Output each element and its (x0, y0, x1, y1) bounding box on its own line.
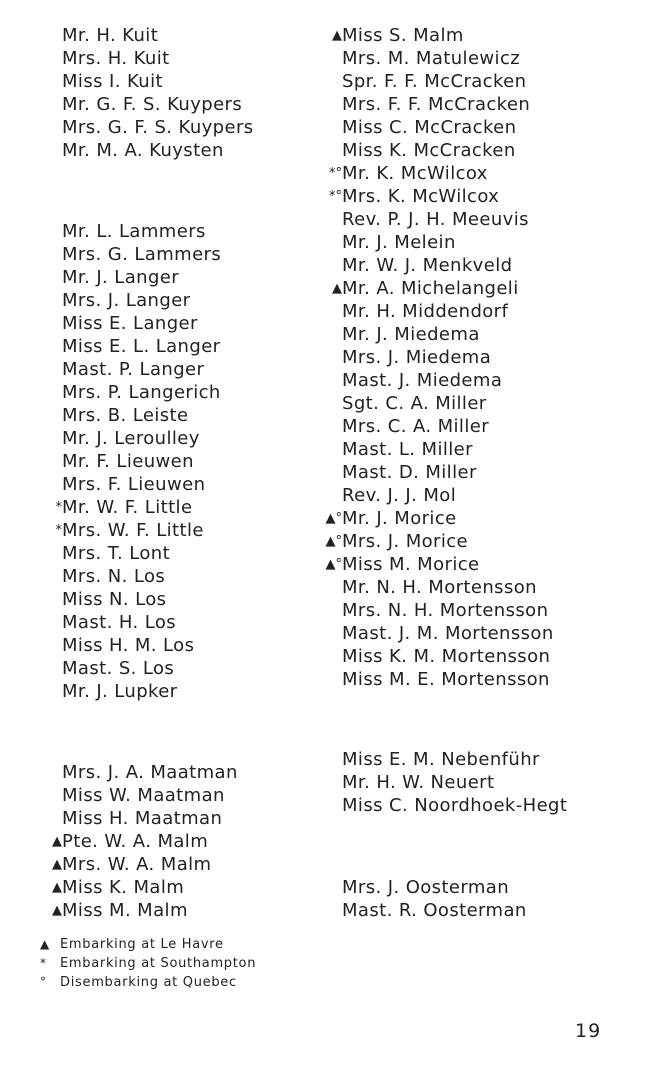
passenger-name (342, 876, 509, 899)
passenger-name (342, 116, 516, 139)
passenger-name (332, 277, 519, 300)
passenger-name-text: Mrs. F. Lieuwen (62, 474, 206, 495)
passenger-name (62, 473, 205, 496)
passenger-name (342, 346, 491, 369)
passenger-marker: ▲ (52, 834, 62, 849)
passenger-name (325, 530, 469, 553)
passenger-name (62, 24, 158, 47)
passenger-name-text: Miss W. Maatman (62, 785, 225, 806)
passenger-name-text: Mrs. J. Langer (62, 290, 191, 311)
passenger-name-text: Mrs. T. Lont (62, 543, 171, 564)
passenger-name-text: Mr. F. Lieuwen (62, 451, 194, 472)
passenger-name (62, 565, 165, 588)
passenger-name-text: Miss N. Los (62, 589, 167, 610)
passenger-name-text: Mast. H. Los (62, 612, 177, 633)
passenger-name (52, 899, 188, 922)
passenger-name (62, 427, 200, 450)
passenger-name-text: Mr. J. Leroulley (62, 428, 200, 449)
passenger-name-text: Mast. J. M. Mortensson (342, 623, 554, 644)
passenger-name (62, 784, 225, 807)
passenger-name-text: Miss E. Langer (62, 313, 198, 334)
passenger-name-text: Mrs. G. F. S. Kuypers (62, 117, 254, 138)
passenger-marker: ▲° (325, 557, 342, 572)
passenger-name-text: Miss K. Malm (62, 877, 185, 898)
passenger-name (342, 899, 527, 922)
passenger-name-text: Rev. P. J. H. Meeuvis (342, 209, 529, 230)
passenger-name (52, 853, 212, 876)
passenger-name (342, 484, 456, 507)
passenger-name-text: Mr. J. Lupker (62, 681, 178, 702)
legend-item (40, 935, 224, 954)
passenger-name-text: Miss M. Morice (342, 554, 480, 575)
passenger-name (342, 771, 494, 794)
passenger-name (342, 415, 489, 438)
legend-item (40, 954, 256, 973)
passenger-name-text: Mrs. N. Los (62, 566, 166, 587)
triangle-icon: ▲ (40, 937, 50, 951)
passenger-name (62, 358, 204, 381)
passenger-name-text: Mrs. M. Matulewicz (342, 48, 521, 69)
passenger-name (62, 588, 166, 611)
passenger-name (62, 450, 194, 473)
passenger-name-text: Mr. L. Lammers (62, 221, 206, 242)
passenger-name-text: Mrs. C. A. Miller (342, 416, 490, 437)
passenger-name-text: Mr. K. McWilcox (342, 163, 488, 184)
passenger-name-text: Mrs. J. Oosterman (342, 877, 510, 898)
passenger-name (342, 438, 473, 461)
passenger-name (62, 312, 198, 335)
passenger-name-text: Miss K. McCracken (342, 140, 516, 161)
passenger-name-text: Mrs. J. A. Maatman (62, 762, 238, 783)
passenger-name (342, 208, 529, 231)
passenger-name (62, 139, 224, 162)
passenger-name-text: Miss C. Noordhoek-Hegt (342, 795, 568, 816)
passenger-name-text: Mr. J. Melein (342, 232, 456, 253)
passenger-name-text: Miss K. M. Mortensson (342, 646, 551, 667)
passenger-marker: ▲ (52, 903, 62, 918)
passenger-name-text: Mr. J. Langer (62, 267, 180, 288)
passenger-name (62, 220, 206, 243)
passenger-name-text: Mast. P. Langer (62, 359, 205, 380)
passenger-name-text: Mrs. F. F. McCracken (342, 94, 531, 115)
passenger-marker: * (55, 500, 62, 515)
passenger-name-text: Mast. S. Los (62, 658, 175, 679)
page-number: 19 (575, 1020, 602, 1042)
legend-text: Embarking at Southampton (60, 956, 257, 971)
legend-text: Embarking at Le Havre (60, 937, 224, 952)
passenger-name-text: Miss C. McCracken (342, 117, 517, 138)
passenger-name-text: Rev. J. J. Mol (342, 485, 457, 506)
passenger-name-text: Mr. G. F. S. Kuypers (62, 94, 243, 115)
passenger-name (342, 576, 537, 599)
passenger-name (62, 807, 222, 830)
legend-item (40, 973, 237, 992)
passenger-marker: ▲° (325, 511, 342, 526)
passenger-marker: ▲ (332, 28, 342, 43)
passenger-name-text: Mr. J. Miedema (342, 324, 480, 345)
passenger-name (52, 830, 209, 853)
passenger-name-text: Mr. J. Morice (342, 508, 457, 529)
passenger-name-text: Mrs. H. Kuit (62, 48, 170, 69)
passenger-name (342, 748, 540, 771)
passenger-name-text: Pte. W. A. Malm (62, 831, 209, 852)
legend-text: Disembarking at Quebec (60, 975, 237, 990)
passenger-name (62, 634, 194, 657)
passenger-name (332, 24, 464, 47)
passenger-name (342, 599, 548, 622)
passenger-name (62, 116, 254, 139)
passenger-marker: *° (329, 166, 342, 181)
passenger-name (342, 622, 554, 645)
passenger-name (342, 369, 502, 392)
asterisk-icon: * (40, 956, 47, 970)
passenger-name (342, 392, 487, 415)
passenger-name-text: Miss H. M. Los (62, 635, 195, 656)
passenger-name-text: Miss E. L. Langer (62, 336, 221, 357)
passenger-name-text: Mr. A. Michelangeli (342, 278, 519, 299)
passenger-name (62, 611, 176, 634)
passenger-name (52, 876, 185, 899)
passenger-name (329, 162, 488, 185)
passenger-name (342, 139, 516, 162)
passenger-marker: ▲ (332, 281, 342, 296)
passenger-name (342, 93, 530, 116)
passenger-name (342, 323, 480, 346)
passenger-name-text: Mrs. K. McWilcox (342, 186, 500, 207)
passenger-name (62, 47, 170, 70)
passenger-name (325, 507, 457, 530)
passenger-name (342, 668, 550, 691)
passenger-name-text: Mrs. G. Lammers (62, 244, 222, 265)
passenger-name (62, 404, 188, 427)
passenger-name-text: Mast. D. Miller (342, 462, 477, 483)
passenger-name (325, 553, 480, 576)
passenger-name-text: Mast. L. Miller (342, 439, 473, 460)
passenger-marker: ▲° (325, 534, 342, 549)
passenger-name-text: Spr. F. F. McCracken (342, 71, 527, 92)
passenger-name (342, 645, 550, 668)
passenger-name (62, 542, 170, 565)
passenger-name-text: Mr. W. F. Little (62, 497, 193, 518)
passenger-name (342, 300, 508, 323)
passenger-name (62, 761, 238, 784)
passenger-name (55, 496, 193, 519)
passenger-name (55, 519, 204, 542)
passenger-name-text: Miss H. Maatman (62, 808, 223, 829)
passenger-name (62, 335, 220, 358)
passenger-name-text: Mr. N. H. Mortensson (342, 577, 537, 598)
passenger-name (342, 461, 477, 484)
passenger-marker: *° (329, 189, 342, 204)
passenger-name-text: Mrs. B. Leiste (62, 405, 189, 426)
passenger-name-text: Mrs. P. Langerich (62, 382, 221, 403)
passenger-name (62, 266, 179, 289)
passenger-name (342, 231, 456, 254)
passenger-name-text: Mr. H. Middendorf (342, 301, 509, 322)
passenger-name (62, 381, 221, 404)
passenger-name-text: Mast. J. Miedema (342, 370, 503, 391)
passenger-name-text: Mrs. J. Miedema (342, 347, 492, 368)
passenger-name-text: Mrs. W. F. Little (62, 520, 204, 541)
passenger-name (62, 657, 174, 680)
passenger-name (62, 93, 242, 116)
passenger-name-text: Miss M. E. Mortensson (342, 669, 550, 690)
passenger-name-text: Mast. R. Oosterman (342, 900, 527, 921)
passenger-name-text: Miss S. Malm (342, 25, 464, 46)
passenger-name (342, 70, 526, 93)
passenger-name-text: Mr. H. Kuit (62, 25, 159, 46)
passenger-name-text: Miss E. M. Nebenführ (342, 749, 540, 770)
passenger-name (62, 680, 177, 703)
passenger-name (62, 70, 163, 93)
passenger-name-text: Miss M. Malm (62, 900, 188, 921)
passenger-name-text: Mr. M. A. Kuysten (62, 140, 224, 161)
degree-icon: ° (40, 975, 47, 989)
passenger-name-text: Mrs. J. Morice (342, 531, 469, 552)
passenger-name (342, 254, 512, 277)
passenger-name-text: Mrs. W. A. Malm (62, 854, 212, 875)
passenger-marker: * (55, 523, 62, 538)
passenger-marker: ▲ (52, 880, 62, 895)
passenger-name (342, 47, 520, 70)
passenger-name-text: Sgt. C. A. Miller (342, 393, 487, 414)
passenger-name (62, 243, 221, 266)
passenger-name (329, 185, 500, 208)
passenger-marker: ▲ (52, 857, 62, 872)
passenger-name (342, 794, 567, 817)
passenger-name-text: Mrs. N. H. Mortensson (342, 600, 549, 621)
passenger-name-text: Mr. H. W. Neuert (342, 772, 495, 793)
passenger-name (62, 289, 190, 312)
passenger-name-text: Mr. W. J. Menkveld (342, 255, 513, 276)
passenger-name-text: Miss I. Kuit (62, 71, 163, 92)
